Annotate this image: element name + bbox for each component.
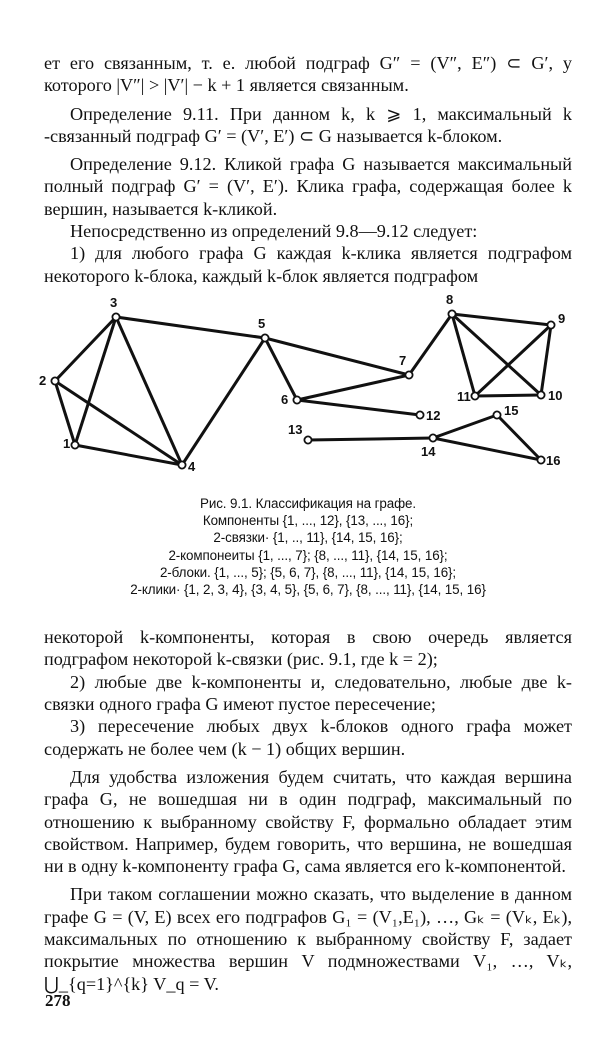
- graph-vertex-12: [416, 411, 423, 418]
- graph-vertex-14: [429, 434, 436, 441]
- caption-2-links: 2-связки· {1, .., 11}, {14, 15, 16};: [213, 530, 403, 546]
- page-number: 278: [45, 991, 71, 1010]
- graph-vertex-16: [537, 456, 544, 463]
- figure-caption: [44, 495, 572, 598]
- graph-edge-9-10: [541, 325, 551, 395]
- graph-vertex-8: [448, 310, 455, 317]
- graph-vertex-label: 11: [457, 388, 471, 404]
- graph-vertex-label: 1: [63, 435, 71, 451]
- paragraph-item-3: 3) пересечение любых двух k-блоков одного графа может содержать не более чем (k − 1) общих вершин.: [44, 716, 572, 759]
- graph-vertex-4: [178, 461, 185, 468]
- paragraph-item-2: 2) любые две k-компоненты и, следовательно, любые две k-связки одного графа G имеют пустое пересечение;: [44, 671, 572, 715]
- graph-edge-6-7: [297, 375, 409, 400]
- graph-vertex-10: [537, 391, 544, 398]
- graph-vertex-label: 10: [548, 387, 563, 403]
- graph-vertex-7: [405, 371, 412, 378]
- graph-edge-4-5: [182, 338, 265, 465]
- graph-vertex-2: [51, 377, 58, 384]
- graph-vertex-label: 4: [188, 458, 196, 474]
- graph-edge-8-9: [452, 314, 551, 325]
- graph-edge-5-7: [265, 338, 409, 375]
- graph-vertex-1: [71, 441, 78, 448]
- graph-edge-3-5: [116, 317, 265, 338]
- graph-vertex-label: 14: [421, 443, 436, 459]
- graph-vertex-label: 13: [288, 421, 303, 437]
- graph-figure: [39, 291, 572, 483]
- graph-edge-8-7: [409, 314, 452, 375]
- graph-drawing: [39, 291, 572, 483]
- graph-edge-9-11: [475, 325, 551, 396]
- definition-9-12: Определение 9.12. Кликой графа G называется максимальный полный подграф G′ = (V′, E′). Клика графа, содержащая более k вершин, называется k-кликой.: [44, 154, 572, 219]
- graph-vertex-label: 8: [446, 291, 454, 307]
- graph-edge-13-14: [308, 438, 433, 440]
- graph-vertex-label: 16: [546, 452, 561, 468]
- graph-vertex-3: [112, 313, 119, 320]
- graph-vertex-5: [261, 334, 268, 341]
- graph-vertex-label: 5: [258, 315, 266, 331]
- graph-edge-3-1: [75, 317, 116, 445]
- graph-vertex-label: 7: [399, 352, 407, 368]
- paragraph-item-1: 1) для любого графа G каждая k-клика является подграфом некоторого k-блока, каждый k-блок является подграфом: [44, 243, 572, 286]
- graph-edge-6-12: [297, 400, 420, 415]
- caption-2-cliques: 2-клики· {1, 2, 3, 4}, {3, 4, 5}, {5, 6, 7}, {8, ..., 11}, {14, 15, 16}: [130, 581, 486, 597]
- graph-vertex-label: 6: [281, 391, 289, 407]
- page-body: [39, 52, 572, 995]
- graph-vertex-6: [293, 396, 300, 403]
- graph-vertex-label: 15: [504, 402, 519, 418]
- paragraph-consequences-intro: Непосредственно из определений 9.8—9.12 следует:: [70, 221, 478, 242]
- caption-2-components: 2-компонеиты {1, ..., 7}; {8, ..., 11}, {14, 15, 16};: [168, 547, 448, 563]
- definition-9-11: Определение 9.11. При данном k, k ⩾ 1, максимальный k -связанный подграф G′ = (V′, E′) ⊂ G называется k-блоком.: [44, 103, 572, 146]
- graph-vertex-label: 3: [110, 294, 118, 310]
- caption-2-blocks: 2-блоки. {1, ..., 5}; {5, 6, 7}, {8, ..., 11}, {14, 15, 16};: [159, 564, 457, 580]
- graph-vertex-11: [471, 392, 478, 399]
- paragraph-cover: При таком соглашении можно сказать, что выделение в данном графе G = (V, E) всех его подграфов G₁ = (V₁,E₁), …, Gₖ = (Vₖ, Eₖ), максимальных по отношению к выбранному свойству F, задает покрытие множества вершин V подмножествами V₁, …, Vₖ, ⋃_{q=1}^{k} V_q = V.: [44, 884, 572, 994]
- graph-vertex-15: [493, 411, 500, 418]
- graph-edge-8-10: [452, 314, 541, 395]
- paragraph-convention: Для удобства изложения будем считать, что каждая вершина графа G, не вошедшая ни в один подграф, максимальный по отношению к выбранному свойству F, формально обладает этим свойством. Например, будем говорить, что вершина, не вошедшая ни в одну k-компоненту графа G, сама является его k-компонентой.: [44, 766, 572, 877]
- paragraph-continuation: ет его связанным, т. е. любой подграф G″ = (V″, E″) ⊂ G′, у которого |V″| > |V′| − k + 1 является связанным.: [44, 53, 572, 96]
- graph-vertex-label: 2: [39, 372, 47, 388]
- graph-vertex-9: [547, 321, 554, 328]
- caption-title: Рис. 9.1. Классификация на графе.: [200, 495, 416, 511]
- graph-vertex-label: 9: [558, 310, 566, 326]
- graph-vertex-label: 12: [426, 407, 441, 423]
- paragraph-continued: некоторой k-компоненты, которая в свою очередь является подграфом некоторой k-связки (рис. 9.1, где k = 2);: [44, 627, 572, 670]
- graph-edge-5-6: [265, 338, 297, 400]
- graph-vertex-13: [304, 436, 311, 443]
- graph-edge-11-10: [475, 395, 541, 396]
- caption-components: Компоненты {1, ..., 12}, {13, ..., 16};: [202, 513, 414, 529]
- graph-edge-14-15: [433, 415, 497, 438]
